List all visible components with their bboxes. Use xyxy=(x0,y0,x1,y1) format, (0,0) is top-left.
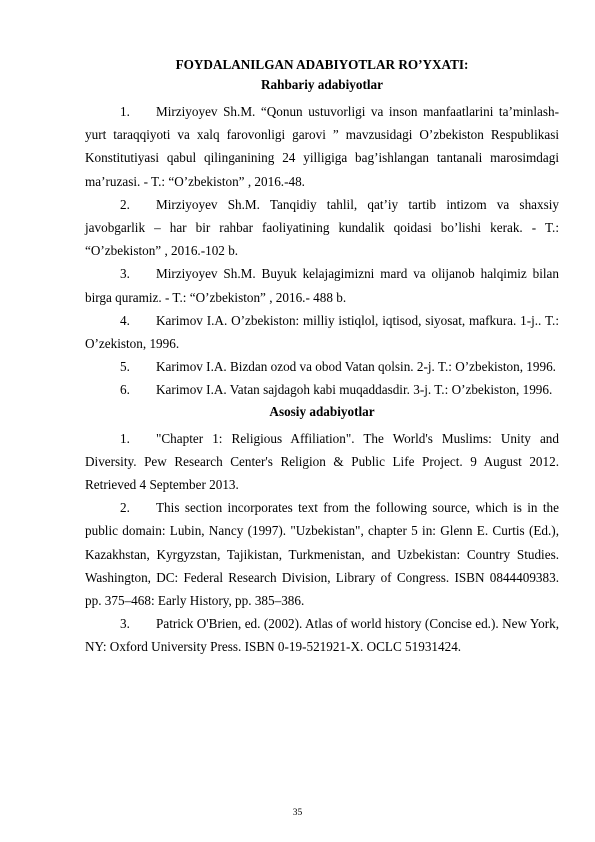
page-title: FOYDALANILGAN ADABIYOTLAR RO’YXATI: xyxy=(175,57,469,72)
reference-number: 2. xyxy=(120,500,130,516)
reference-number: 1. xyxy=(120,104,130,119)
reference-text: Mirziyoyev Sh.M. Buyuk kelajagimizni mard va olijanob halqimiz bilan birga quramiz. - T.: “O’zbekiston” , 2016.- 488 b. xyxy=(85,266,559,305)
reference-number: 5. xyxy=(120,359,130,375)
page-content xyxy=(85,55,559,659)
section-heading: Asosiy adabiyotlar xyxy=(269,403,375,419)
reference-item xyxy=(85,355,559,378)
page-number: 35 xyxy=(292,808,303,818)
reference-number: 3. xyxy=(120,616,130,632)
reference-text: Karimov I.A. Bizdan ozod va obod Vatan qolsin. 2-j. T.: O’zbekiston, 1996. xyxy=(156,359,556,375)
reference-item xyxy=(85,193,559,263)
section-asosiy xyxy=(85,402,559,659)
reference-text: Karimov I.A. Vatan sajdagoh kabi muqaddasdir. 3-j. T.: O’zbekiston, 1996. xyxy=(156,382,553,398)
reference-number: 4. xyxy=(120,312,130,328)
reference-item xyxy=(85,378,559,401)
reference-number: 2. xyxy=(120,196,130,212)
reference-number: 6. xyxy=(120,382,130,398)
reference-item xyxy=(85,612,559,658)
section-heading: Rahbariy adabiyotlar xyxy=(261,77,383,92)
reference-item xyxy=(85,496,559,612)
reference-text: Karimov I.A. O’zbekiston: milliy istiqlol, iqtisod, siyosat, mafkura. 1-j.. T.: O’zekiston, 1996. xyxy=(85,312,559,352)
reference-text: This section incorporates text from the following source, which is in the public domain: Lubin, Nancy (1997). "Uzbekistan", chapter 5 in: Glenn E. Curtis (Ed.), Kazakhstan, Kyrgyzstan, Tajikistan, Turkmenistan, and Uzbekistan: Country Studies. Washington, DC: Federal Research Division, Library of Congress. ISBN 0844409383. pp. 375–468: Early History, pp. 385–386. xyxy=(85,500,559,609)
reference-text: Patrick O'Brien, ed. (2002). Atlas of world history (Concise ed.). New York, NY: Oxford University Press. ISBN 0-19-521921-X. OCLC 51931424. xyxy=(85,616,559,655)
reference-text: Mirziyoyev Sh.M. “Qonun ustuvorligi va inson manfaatlarini ta’minlash-yurt taraqqiyoti va xalq farovonligi garovi ” mavzusidagi O’zbekiston Respublikasi Konstitutiyasi qabul qilinganining 24 yilligiga bag’ishlangan tantanali marosimdagi ma’ruzasi. - T.: “O’zbekiston” , 2016.-48. xyxy=(85,104,559,189)
reference-item xyxy=(85,427,559,497)
reference-text: "Chapter 1: Religious Affiliation". The World's Muslims: Unity and Diversity. Pew Research Center's Religion & Public Life Project. 9 August 2012. Retrieved 4 September 2013. xyxy=(85,430,559,493)
section-rahbariy xyxy=(85,75,559,402)
reference-number: 1. xyxy=(120,430,130,446)
reference-text: Mirziyoyev Sh.M. Tanqidiy tahlil, qat’iy tartib intizom va shaxsiy javobgarlik – har bir rahbar faoliyatining kundalik qoidasi bo’lishi kerak. - T.: “O’zbekiston” , 2016.-102 b. xyxy=(85,196,559,259)
reference-item xyxy=(85,309,559,355)
reference-number: 3. xyxy=(120,266,130,282)
reference-item xyxy=(85,100,559,193)
reference-item xyxy=(85,262,559,308)
